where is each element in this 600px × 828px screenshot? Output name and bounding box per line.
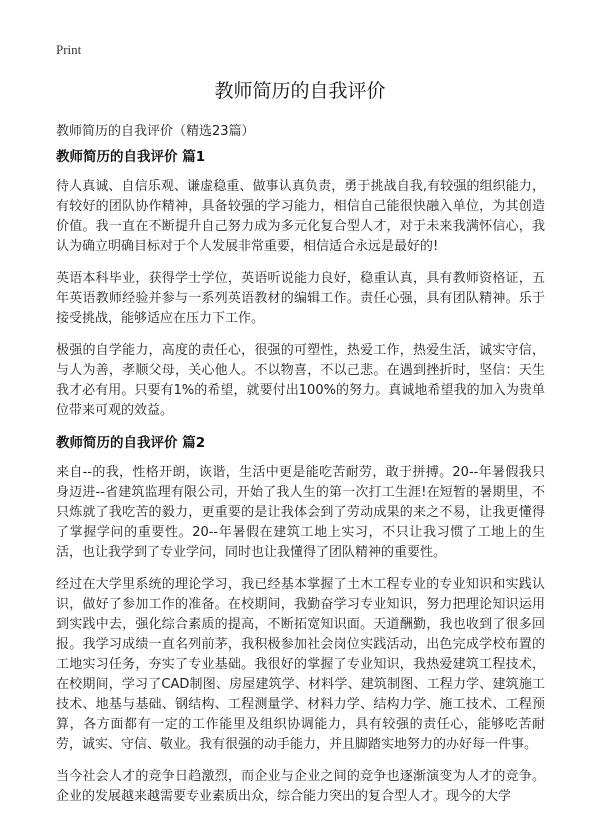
section-2 bbox=[56, 433, 545, 807]
section-heading: 教师简历的自我评价 篇2 bbox=[56, 435, 206, 451]
paragraph: 英语本科毕业，获得学士学位，英语听说能力良好，稳重认真，具有教师资格证，五年英语教师经验并参与一系列英语教材的编辑工作。责任心强，具有团队精神。乐于接受挑战，能够适应在压力下工作。 bbox=[56, 271, 545, 326]
page-title: 教师简历的自我评价 bbox=[214, 80, 386, 102]
paragraph: 当今社会人才的竞争日趋激烈，而企业与企业之间的竞争也逐渐演变为人才的竞争。企业的发展越来越需要专业素质出众，综合能力突出的复合型人才。现今的大学 bbox=[56, 769, 545, 804]
section-heading: 教师简历的自我评价 篇1 bbox=[56, 149, 206, 165]
section-1 bbox=[56, 147, 545, 421]
print-link[interactable]: Print bbox=[56, 42, 82, 57]
document-subtitle: 教师简历的自我评价（精选23篇） bbox=[56, 124, 255, 139]
paragraph: 经过在大学里系统的理论学习，我已经基本掌握了土木工程专业的专业知识和实践认识，做好了参加工作的准备。在校期间，我勤奋学习专业知识，努力把理论知识运用到实践中去，强化综合素质的提高，不断拓宽知识面。天道酬勤，我也收到了很多回报。我学习成绩一直名列前茅，我积极参加社会岗位实践活动，出色完成学校布置的工地实习任务，夯实了专业基础。我很好的掌握了专业知识，我热爱建筑工程技术，在校期间，学习了CAD制图、房屋建筑学、材料学、建筑制图、工程力学、建筑施工技术、地基与基础、钢结构、工程测量学、材料力学、结构力学、施工技术、工程预算，各方面都有一定的工作能里及组织协调能力，具有较强的责任心，能够吃苦耐劳，诚实、守信、敬业。我有很强的动手能力，并且脚踏实地努力的办好每一件事。 bbox=[56, 577, 545, 752]
paragraph: 极强的自学能力，高度的责任心，很强的可塑性，热爱工作，热爱生活，诚实守信，与人为善，孝顺父母，关心他人。不以物喜，不以己悲。在遇到挫折时，坚信：天生我才必有用。只要有1%的希望，就要付出100%的努力。真诚地希望我的加入为贵单位带来可观的效益。 bbox=[56, 343, 545, 418]
paragraph: 来自--的我，性格开朗，诙谐，生活中更是能吃苦耐劳，敢于拼搏。20--年暑假我只身迈进--省建筑监理有限公司，开始了我人生的第一次打工生涯!在短暂的暑期里，不只炼就了我吃苦的毅力，更重要的是让我体会到了劳动成果的来之不易，让我更懂得了掌握学问的重要性。20--年暑假在建筑工地上实习，不只让我习惯了工地上的生活，也让我学到了专业学问，同时也让我懂得了团队精神的重要性。 bbox=[56, 465, 545, 560]
paragraph: 待人真诚、自信乐观、谦虚稳重、做事认真负责，勇于挑战自我,有较强的组织能力，有较好的团队协作精神，具备较强的学习能力，相信自己能很快融入单位，为其创造价值。我一直在不断提升自己努力成为多元化复合型人才，对于未来我满怀信心，我认为确立明确目标对于个人发展非常重要，相信适合永远是最好的! bbox=[56, 179, 545, 254]
document-body bbox=[56, 147, 545, 807]
